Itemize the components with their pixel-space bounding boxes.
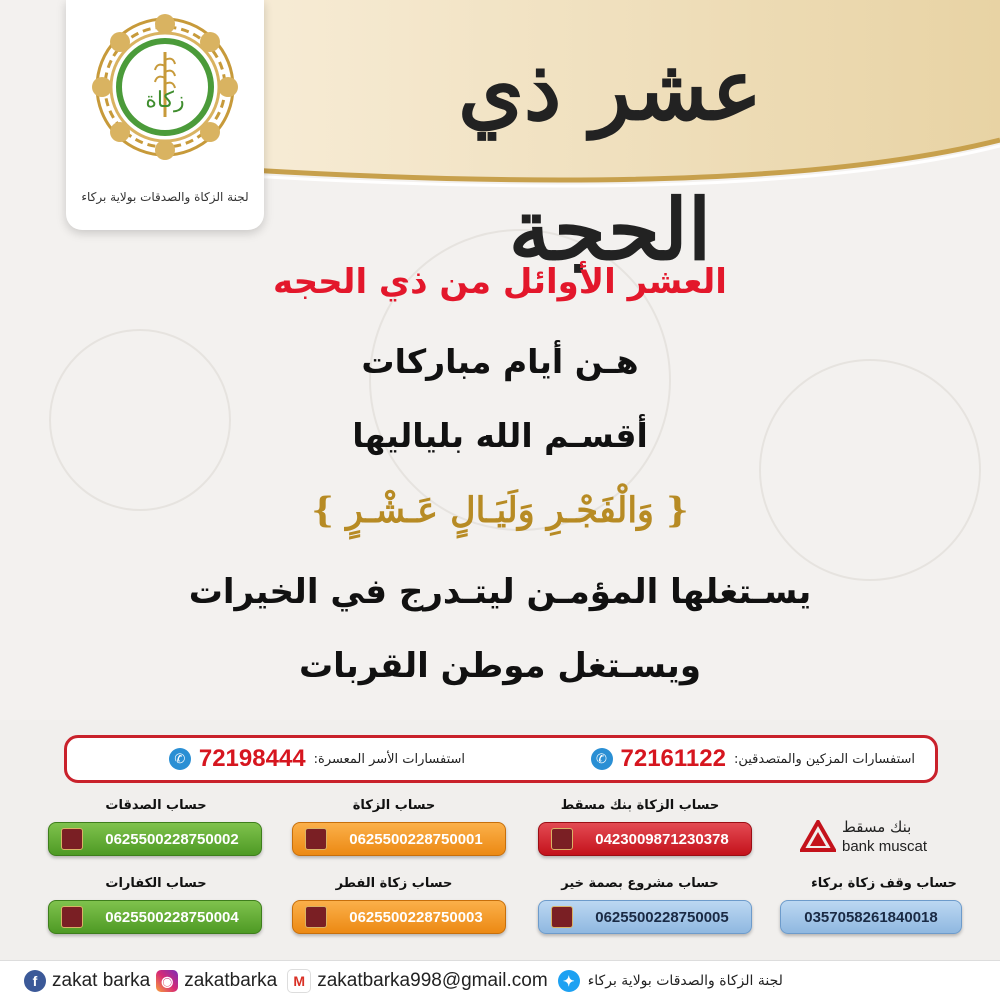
bank-muscat-icon — [551, 828, 573, 850]
instagram-handle[interactable]: zakatbarka — [184, 970, 278, 991]
account-number: 0625500228750001 — [349, 830, 483, 848]
families-contact — [169, 738, 465, 780]
zakat-logo-icon — [90, 12, 240, 162]
committee-icon — [305, 828, 327, 850]
account-zakat-fitr[interactable] — [292, 900, 506, 934]
twitter-icon[interactable]: ✦ — [558, 970, 580, 992]
account-title: حساب مشروع بصمة خير — [561, 876, 719, 891]
phone-icon[interactable]: ✆ — [169, 748, 191, 770]
committee-icon — [61, 906, 83, 928]
quran-verse: { وَالْفَجْـرِ وَلَيَـالٍ عَـشْـرٍ } — [311, 490, 689, 531]
committee-icon — [61, 828, 83, 850]
account-number: 0625500228750004 — [105, 908, 239, 926]
donors-phone-number[interactable]: 72161122 — [620, 745, 726, 772]
message-line: أقسـم الله بلياليها — [352, 416, 648, 455]
account-title: حساب الزكاة بنك مسقط — [560, 798, 720, 813]
account-sadaqat[interactable] — [48, 822, 262, 856]
page-title: عشر ذي الحجة — [458, 40, 762, 279]
account-zakat-bank-muscat[interactable] — [538, 822, 752, 856]
account-title: حساب زكاة الفطر — [335, 876, 453, 891]
account-waqf[interactable] — [780, 900, 962, 934]
twitter-handle[interactable]: لجنة الزكاة والصدقات بولاية بركاء — [587, 973, 783, 989]
phone-icon[interactable]: ✆ — [591, 748, 613, 770]
footer — [0, 960, 1000, 1001]
account-kaffarat[interactable] — [48, 900, 262, 934]
bank-muscat-icon — [800, 820, 836, 856]
account-number: 0625500228750003 — [349, 908, 483, 926]
committee-icon — [305, 906, 327, 928]
contact-bar — [64, 735, 938, 783]
message-line: هـن أيام مباركات — [361, 342, 639, 381]
gmail-icon[interactable]: M — [287, 969, 311, 993]
account-title: حساب الكفارات — [105, 876, 207, 891]
account-title: حساب الصدقات — [105, 798, 207, 813]
facebook-handle[interactable]: zakat barka — [52, 970, 151, 991]
account-basmat-khair[interactable] — [538, 900, 752, 934]
account-title: حساب وقف زكاة بركاء — [811, 876, 957, 891]
account-number: 0625500228750005 — [595, 908, 729, 926]
message-line: ويسـتغل موطن القربات — [299, 646, 701, 686]
message-line: يسـتغلها المؤمـن ليتـدرج في الخيرات — [188, 572, 812, 612]
donors-label: استفسارات المزكين والمتصدقين: — [733, 751, 915, 767]
logo-card — [66, 0, 264, 230]
logo-text: زكاة — [145, 88, 185, 113]
account-title: حساب الزكاة — [352, 798, 436, 813]
account-number: 0357058261840018 — [804, 908, 938, 926]
facebook-icon[interactable]: f — [24, 970, 46, 992]
families-label: استفسارات الأسر المعسرة: — [313, 751, 465, 767]
headline: العشر الأوائل من ذي الحجه — [273, 262, 727, 302]
bank-name-en: bank muscat — [842, 838, 928, 855]
instagram-icon[interactable]: ◉ — [156, 970, 178, 992]
bank-muscat-logo — [800, 818, 948, 860]
account-number: 0423009871230378 — [595, 830, 729, 848]
committee-icon — [551, 906, 573, 928]
account-zakat[interactable] — [292, 822, 506, 856]
donors-contact — [591, 738, 916, 780]
logo-caption: لجنة الزكاة والصدقات بولاية بركاء — [81, 190, 249, 204]
email-address[interactable]: zakatbarka998@gmail.com — [317, 970, 548, 991]
bank-name-ar: بنك مسقط — [842, 818, 912, 836]
families-phone-number[interactable]: 72198444 — [198, 745, 306, 772]
account-number: 0625500228750002 — [105, 830, 239, 848]
